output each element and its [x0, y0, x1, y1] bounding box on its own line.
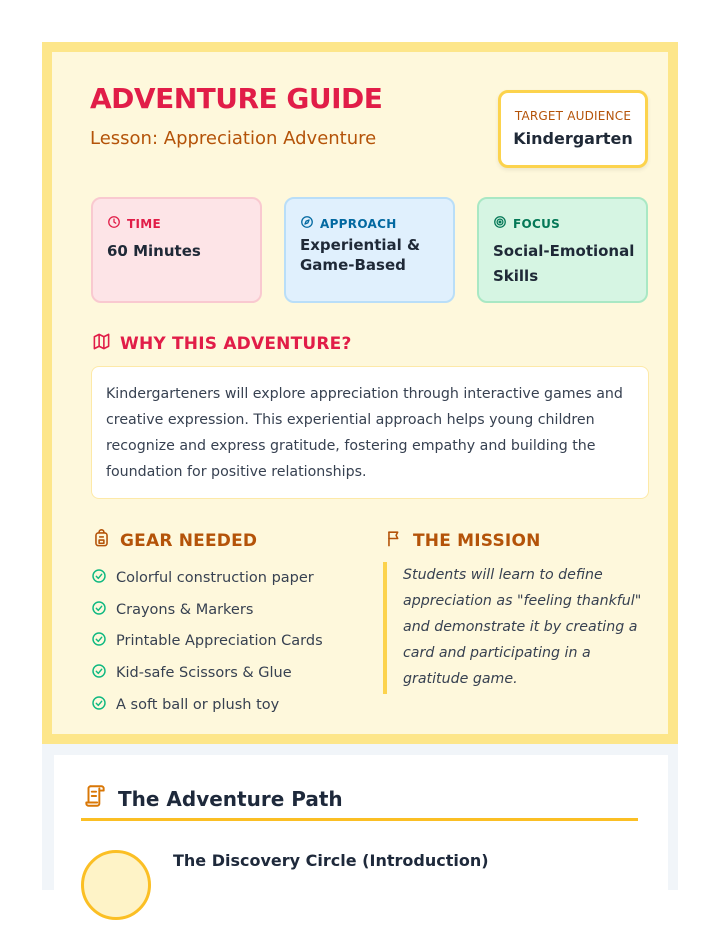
- lesson-subtitle: Lesson: Appreciation Adventure: [90, 128, 377, 149]
- list-item: [91, 625, 323, 657]
- mission-heading-text: THE MISSION: [413, 531, 541, 551]
- why-heading-text: WHY THIS ADVENTURE?: [120, 334, 352, 354]
- stat-value-time: 60 Minutes: [107, 242, 201, 260]
- path-heading-text: The Adventure Path: [118, 786, 343, 811]
- gear-section-heading: [92, 529, 257, 553]
- gear-list: [91, 562, 323, 720]
- mission-section-heading: [385, 529, 541, 553]
- gear-item-text: A soft ball or plush toy: [116, 696, 280, 713]
- audience-value: Kindergarten: [513, 129, 633, 148]
- clock-icon: [107, 215, 121, 232]
- why-section-heading: [92, 332, 352, 356]
- path-divider: [81, 818, 638, 821]
- compass-icon: [300, 215, 314, 232]
- stat-label-time: TIME: [127, 216, 161, 231]
- target-audience-badge: [498, 90, 648, 168]
- gear-item-text: Crayons & Markers: [116, 601, 254, 618]
- stat-card-focus: [477, 197, 648, 303]
- gear-item-text: Printable Appreciation Cards: [116, 633, 323, 650]
- check-circle-icon: [91, 600, 107, 620]
- list-item: [91, 594, 323, 626]
- backpack-icon: [92, 529, 111, 553]
- stat-card-approach: [284, 197, 455, 303]
- adventure-path-card: [54, 755, 668, 890]
- path-heading: [82, 783, 343, 814]
- list-item: [91, 562, 323, 594]
- gear-item-text: Colorful construction paper: [116, 569, 314, 586]
- target-icon: [493, 215, 507, 232]
- gear-heading-text: GEAR NEEDED: [120, 531, 258, 551]
- stat-label-approach: APPROACH: [320, 216, 397, 231]
- list-item: [91, 657, 323, 689]
- stat-value-approach: Experiential & Game-Based: [300, 236, 421, 274]
- check-circle-icon: [91, 568, 107, 588]
- mission-quote: Students will learn to define appreciation as "feeling thankful" and demonstrate it by creating a card and participating in a gratitude game.: [383, 562, 643, 694]
- check-circle-icon: [91, 631, 107, 651]
- flag-icon: [385, 529, 404, 553]
- stat-value-focus: Social-Emotional Skills: [493, 242, 635, 285]
- audience-label: TARGET AUDIENCE: [514, 109, 632, 123]
- step-title: The Discovery Circle (Introduction): [173, 851, 489, 870]
- check-circle-icon: [91, 695, 107, 715]
- adventure-guide-card: [42, 42, 678, 744]
- gear-item-text: Kid-safe Scissors & Glue: [116, 664, 292, 681]
- stat-label-focus: FOCUS: [513, 216, 561, 231]
- map-icon: [92, 332, 111, 356]
- stat-card-time: [91, 197, 262, 303]
- why-description: Kindergarteners will explore appreciation through interactive games and creative expression. This experiential approach helps young children recognize and express gratitude, fostering empathy and building the foundation for positive relationships.: [91, 366, 649, 499]
- list-item: [91, 689, 323, 721]
- check-circle-icon: [91, 663, 107, 683]
- scroll-icon: [82, 783, 108, 814]
- step-marker: [81, 850, 151, 920]
- page-title: ADVENTURE GUIDE: [90, 82, 383, 115]
